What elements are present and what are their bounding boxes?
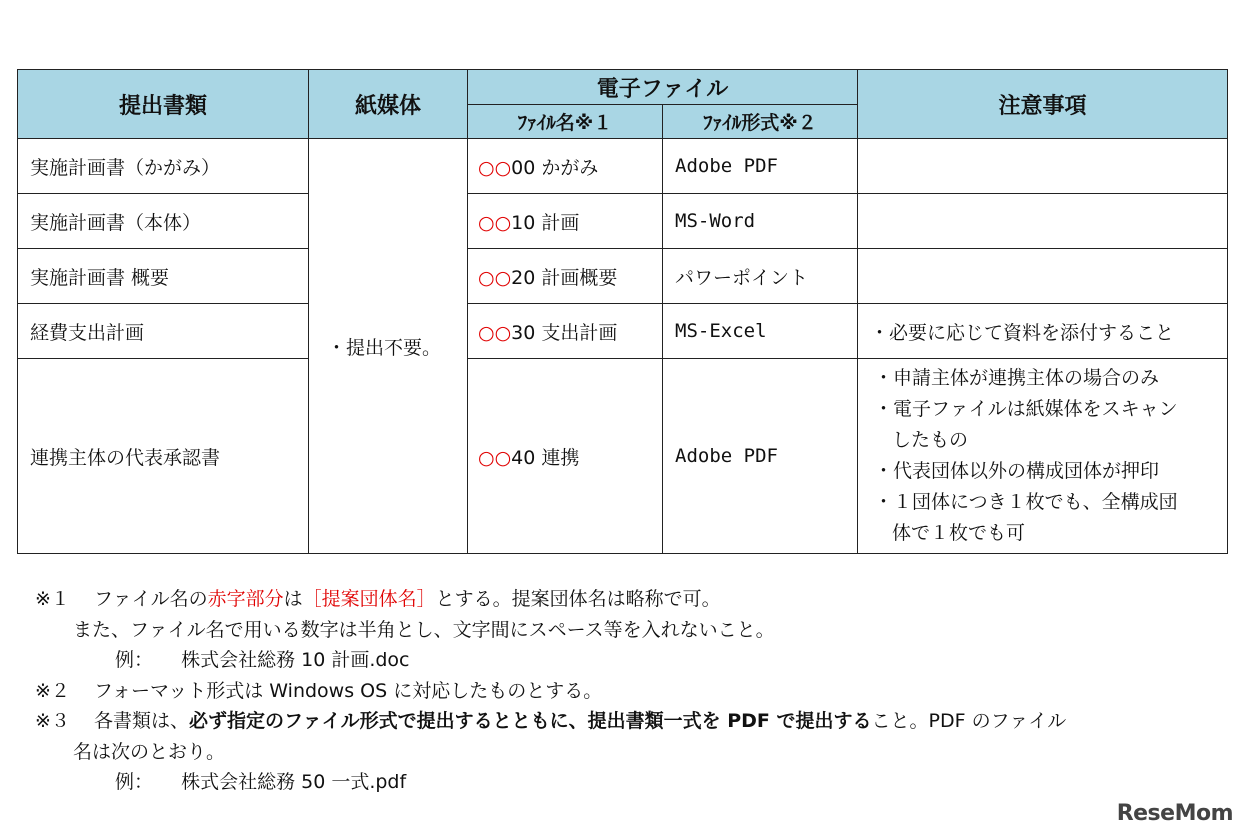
- table-row: [18, 139, 1228, 194]
- file-name: ○○30 支出計画: [468, 304, 663, 359]
- footnote-3-example: 例： 株式会社総務 50 一式.pdf: [115, 771, 407, 793]
- notes-cell: [858, 249, 1228, 304]
- file-name: ○○20 計画概要: [468, 249, 663, 304]
- resemom-logo: ReseMom: [1116, 801, 1233, 826]
- footnote-3-line2: 名は次のとおり。: [73, 740, 226, 763]
- footnote-2: ※２ フォーマット形式は Windows OS に対応したものとする。: [35, 679, 603, 702]
- file-name: ○○00 かがみ: [468, 139, 663, 194]
- footnote-1: ※１ ファイル名の赤字部分は［提案団体名］とする。提案団体名は略称で可。: [35, 588, 721, 610]
- footnotes: [35, 584, 1215, 798]
- notes-cell: [858, 359, 1228, 554]
- doc-name: 実施計画書（かがみ）: [18, 139, 309, 194]
- table-row: [18, 194, 1228, 249]
- header-paper: 紙媒体: [309, 70, 468, 139]
- file-name: ○○10 計画: [468, 194, 663, 249]
- doc-name: 実施計画書（本体）: [18, 194, 309, 249]
- note-line: 体で１枚でも可: [892, 522, 1026, 544]
- notes-cell: [858, 139, 1228, 194]
- footnote-1-example: 例： 株式会社総務 10 計画.doc: [115, 649, 410, 671]
- note-line: したもの: [892, 429, 969, 451]
- header-doc-type: 提出書類: [18, 70, 309, 139]
- doc-name: 連携主体の代表承認書: [18, 359, 309, 554]
- file-name: ○○40 連携: [468, 359, 663, 554]
- table-row: [18, 304, 1228, 359]
- note-line: ・申請主体が連携主体の場合のみ: [874, 367, 1160, 389]
- table-row: [18, 249, 1228, 304]
- file-format: パワーポイント: [663, 249, 858, 304]
- footnote-mark: ※３: [35, 710, 70, 732]
- file-format: MS-Excel: [663, 304, 858, 359]
- table-row: [18, 359, 1228, 554]
- paper-cell: ・提出不要。: [309, 139, 468, 554]
- footnote-1-line2: また、ファイル名で用いる数字は半角とし、文字間にスペース等を入れないこと。: [73, 618, 775, 641]
- footnote-mark: ※２: [35, 679, 70, 702]
- doc-name: 経費支出計画: [18, 304, 309, 359]
- file-format: MS-Word: [663, 194, 858, 249]
- header-notes: 注意事項: [858, 70, 1228, 139]
- file-format: Adobe PDF: [663, 359, 858, 554]
- note-line: ・代表団体以外の構成団体が押印: [874, 460, 1160, 482]
- header-file-name: ﾌｧｲﾙ名※１: [468, 105, 663, 139]
- notes-cell: [858, 194, 1228, 249]
- footnote-3: ※３ 各書類は、必ず指定のファイル形式で提出するとともに、提出書類一式を PDF で提出すること。PDF のファイル: [35, 710, 1067, 732]
- notes-cell: ・必要に応じて資料を添付すること: [858, 304, 1228, 359]
- doc-name: 実施計画書 概要: [18, 249, 309, 304]
- file-format: Adobe PDF: [663, 139, 858, 194]
- footnote-mark: ※１: [35, 588, 70, 610]
- header-file-format: ﾌｧｲﾙ形式※２: [663, 105, 858, 139]
- header-electronic: 電子ファイル: [468, 70, 858, 105]
- note-line: ・１団体につき１枚でも、全構成団: [874, 491, 1178, 513]
- document-table: [17, 69, 1228, 554]
- note-line: ・電子ファイルは紙媒体をスキャン: [874, 398, 1178, 420]
